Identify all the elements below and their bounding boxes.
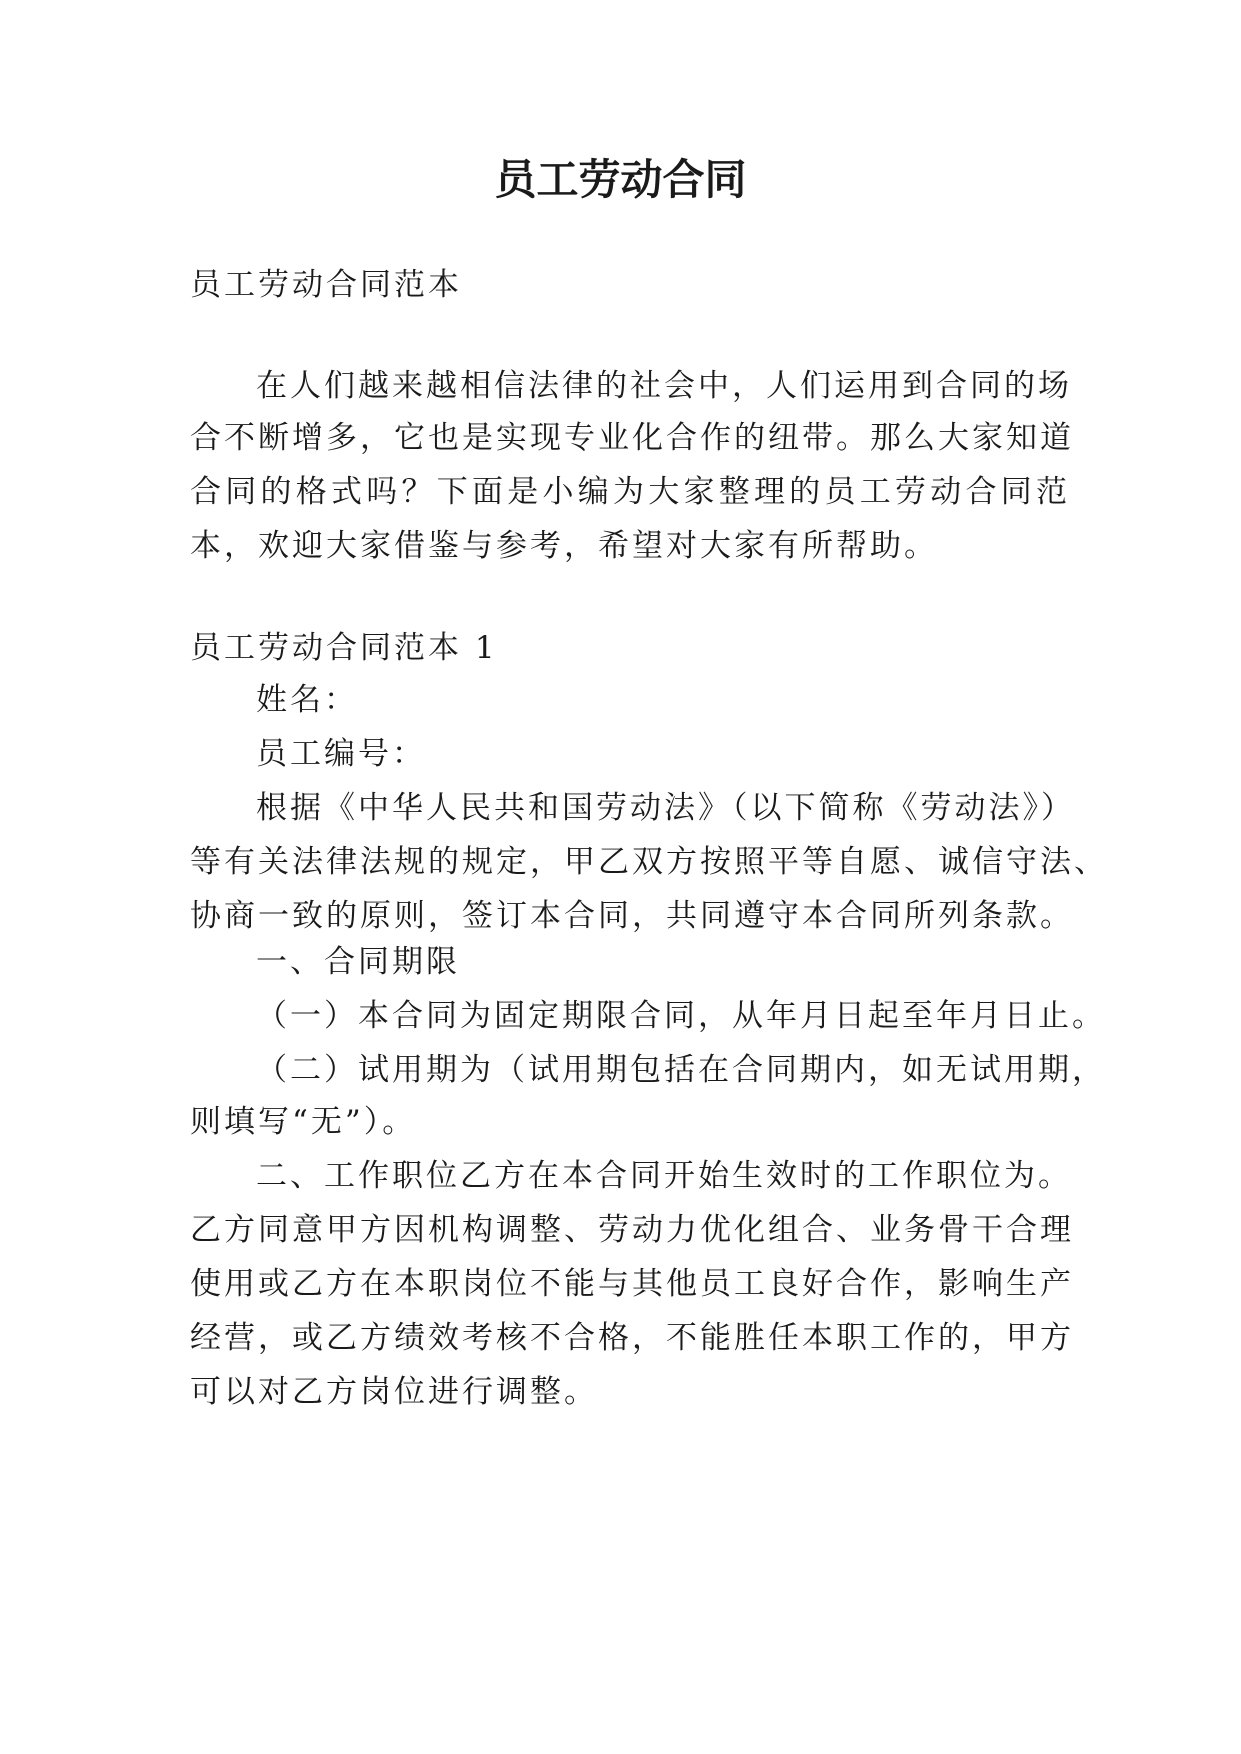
subtitle: 员工劳动合同范本 bbox=[190, 267, 462, 303]
section1-item1: （一）本合同为固定期限合同，从年月日起至年月日止。 bbox=[256, 998, 1106, 1034]
employee-id-label: 员工编号： bbox=[256, 736, 426, 772]
name-label: 姓名： bbox=[256, 682, 358, 718]
basis-line-1: 根据《中华人民共和国劳动法》（以下简称《劳动法》） bbox=[256, 790, 1075, 826]
section2-line-3: 使用或乙方在本职岗位不能与其他员工良好合作，影响生产 bbox=[190, 1266, 1074, 1302]
sample-heading: 员工劳动合同范本 1 bbox=[190, 630, 498, 666]
section1-item2-line-2: 则填写“无”）。 bbox=[190, 1104, 417, 1140]
intro-line-2: 合不断增多，它也是实现专业化合作的纽带。那么大家知道 bbox=[190, 420, 1074, 456]
section2-line-2: 乙方同意甲方因机构调整、劳动力优化组合、业务骨干合理 bbox=[190, 1212, 1074, 1248]
intro-line-1: 在人们越来越相信法律的社会中，人们运用到合同的场 bbox=[256, 368, 1072, 404]
intro-line-4: 本，欢迎大家借鉴与参考，希望对大家有所帮助。 bbox=[190, 528, 938, 564]
basis-line-3: 协商一致的原则，签订本合同，共同遵守本合同所列条款。 bbox=[190, 898, 1074, 934]
section2-line-1: 二、工作职位乙方在本合同开始生效时的工作职位为。 bbox=[256, 1158, 1072, 1194]
basis-line-2: 等有关法律法规的规定，甲乙双方按照平等自愿、诚信守法、 bbox=[190, 844, 1108, 880]
intro-line-3: 合同的格式吗？下面是小编为大家整理的员工劳动合同范 bbox=[190, 474, 1070, 510]
document-title: 员工劳动合同 bbox=[494, 155, 747, 204]
section2-line-5: 可以对乙方岗位进行调整。 bbox=[190, 1374, 598, 1410]
section1-heading: 一、合同期限 bbox=[256, 944, 460, 980]
section2-line-4: 经营，或乙方绩效考核不合格，不能胜任本职工作的，甲方 bbox=[190, 1320, 1074, 1356]
section1-item2-line-1: （二）试用期为（试用期包括在合同期内，如无试用期， bbox=[256, 1052, 1106, 1088]
